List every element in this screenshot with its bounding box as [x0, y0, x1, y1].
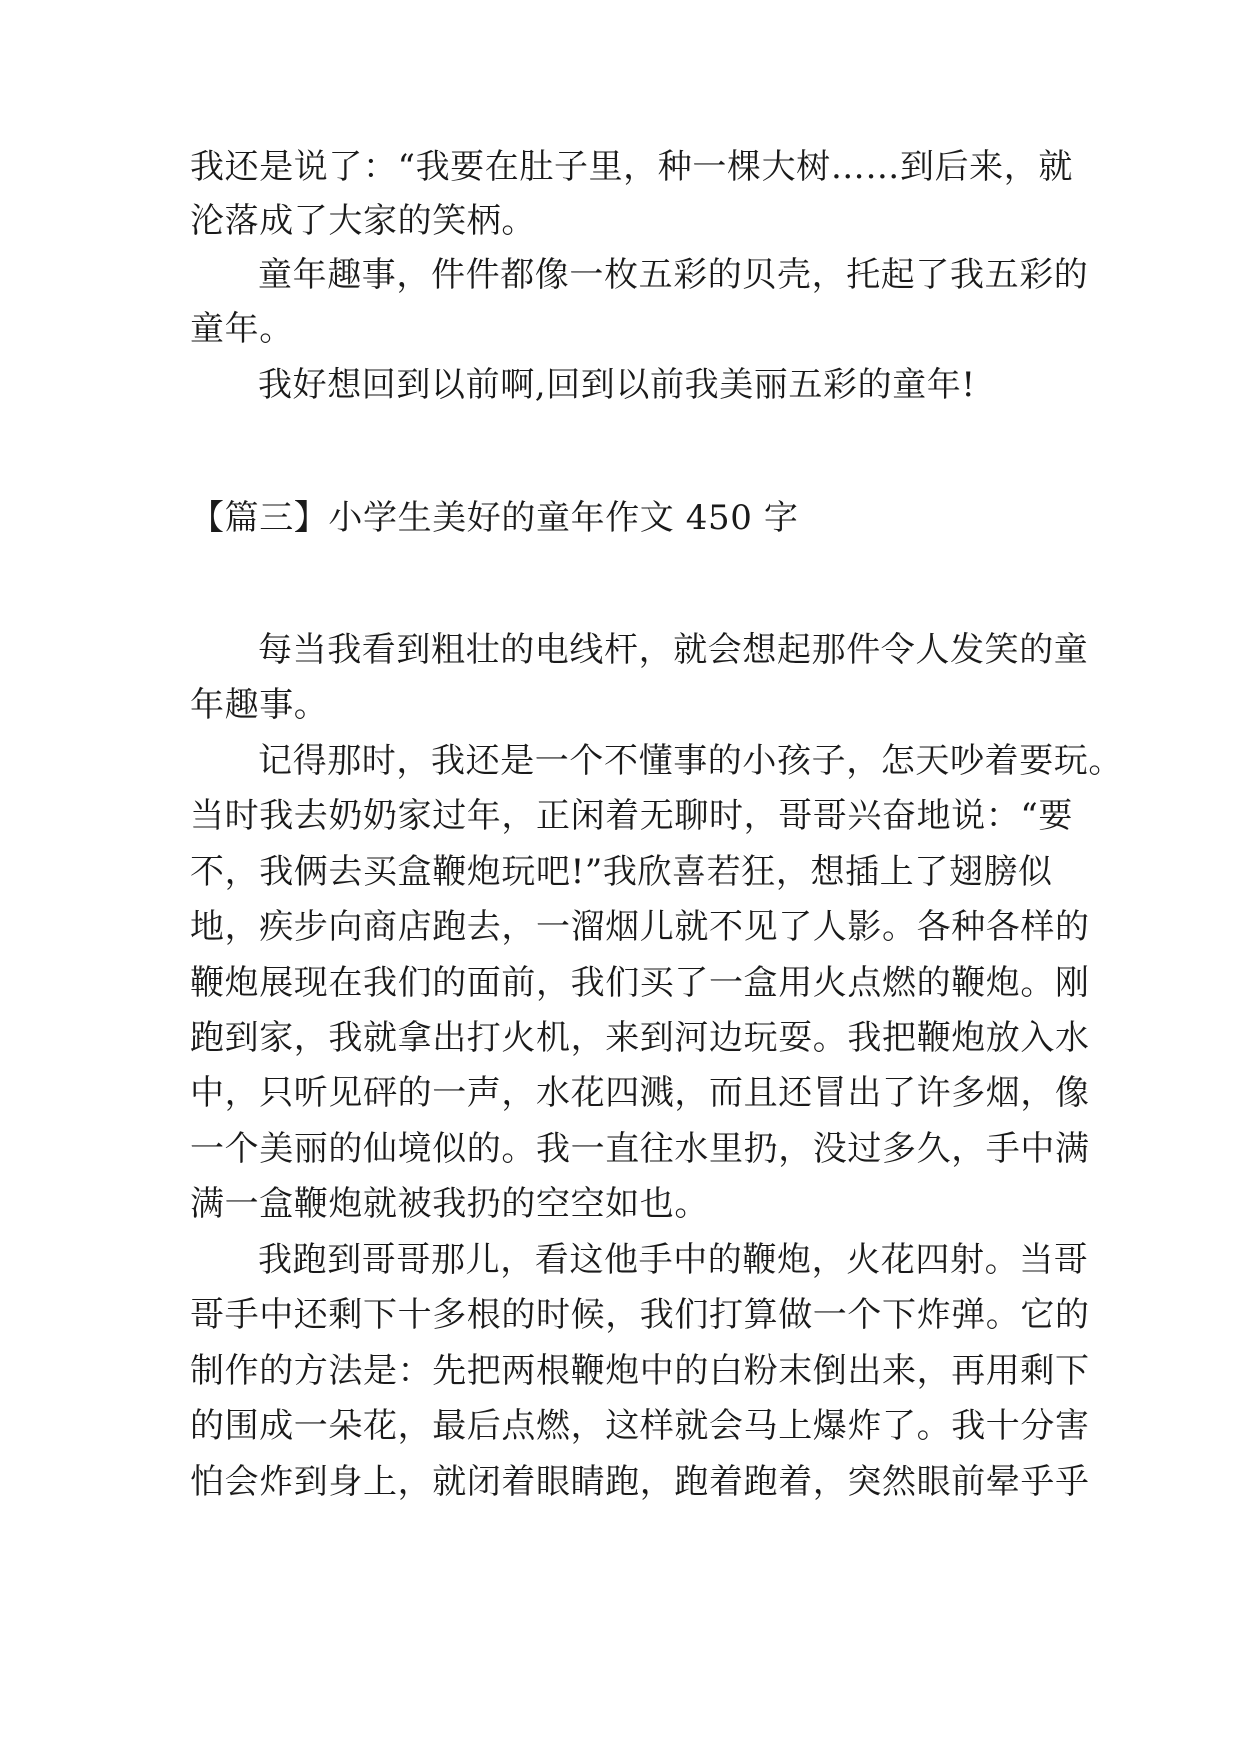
- paragraph-line: 我还是说了：“我要在肚子里，种一棵大树……到后来，就: [190, 147, 1073, 187]
- paragraph-line: 鞭炮展现在我们的面前，我们买了一盒用火点燃的鞭炮。刚: [190, 963, 1090, 1003]
- paragraph-line: 每当我看到粗壮的电线杆，就会想起那件令人发笑的童: [258, 630, 1089, 670]
- paragraph-line: 年趣事。: [190, 685, 329, 725]
- paragraph-line: 地，疾步向商店跑去，一溜烟儿就不见了人影。各种各样的: [190, 907, 1090, 947]
- paragraph-line: 一个美丽的仙境似的。我一直往水里扔，没过多久，手中满: [190, 1129, 1090, 1169]
- paragraph-line: 满一盒鞭炮就被我扔的空空如也。: [190, 1184, 709, 1224]
- paragraph-line: 中，只听见砰的一声，水花四溅，而且还冒出了许多烟，像: [190, 1073, 1090, 1113]
- paragraph-line: 我好想回到以前啊,回到以前我美丽五彩的童年!: [258, 365, 976, 405]
- paragraph-line: 当时我去奶奶家过年，正闲着无聊时，哥哥兴奋地说：“要: [190, 796, 1073, 836]
- paragraph-line: 沦落成了大家的笑柄。: [190, 201, 536, 241]
- paragraph-line: 怕会炸到身上，就闭着眼睛跑，跑着跑着，突然眼前晕乎乎: [190, 1462, 1090, 1502]
- paragraph-line: 记得那时，我还是一个不懂事的小孩子，怎天吵着要玩。: [258, 741, 1123, 781]
- paragraph-line: 我跑到哥哥那儿，看这他手中的鞭炮，火花四射。当哥: [258, 1240, 1089, 1280]
- paragraph-line: 跑到家，我就拿出打火机，来到河边玩耍。我把鞭炮放入水: [190, 1018, 1090, 1058]
- paragraph-line: 童年。: [190, 309, 294, 349]
- paragraph-line: 制作的方法是：先把两根鞭炮中的白粉末倒出来，再用剩下: [190, 1351, 1090, 1391]
- paragraph-line: 不，我俩去买盒鞭炮玩吧!”我欣喜若狂，想插上了翅膀似: [190, 852, 1053, 892]
- paragraph-line: 童年趣事，件件都像一枚五彩的贝壳，托起了我五彩的: [258, 255, 1089, 295]
- paragraph-line: 哥手中还剩下十多根的时候，我们打算做一个下炸弹。它的: [190, 1295, 1090, 1335]
- section-heading: 【篇三】小学生美好的童年作文 450 字: [190, 498, 799, 538]
- paragraph-line: 的围成一朵花，最后点燃，这样就会马上爆炸了。我十分害: [190, 1406, 1090, 1446]
